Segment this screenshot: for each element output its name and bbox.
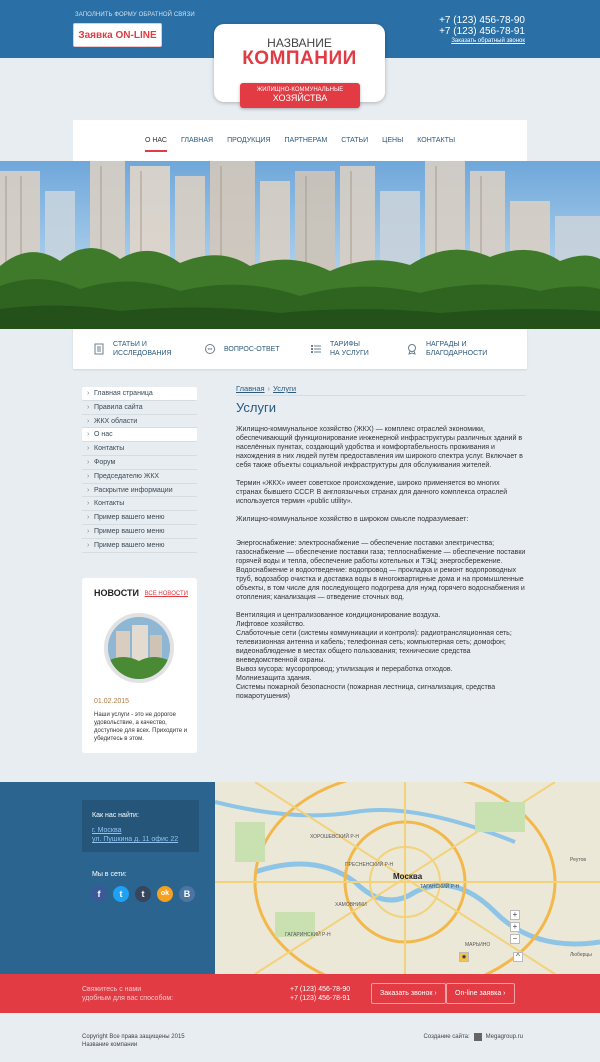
sidebar-item-example-2[interactable]: › Пример вашего меню xyxy=(82,525,197,539)
main-nav xyxy=(73,120,527,161)
feature-tariffs-line-2: НА УСЛУГИ xyxy=(330,350,369,357)
content-paragraph: Вентиляция и централизованное кондиционирование воздуха. Лифтовое хозяйство. Слаботочные сети (системы коммуникации и контроля): радиотрансляционная сеть; телевизионная антенна и кабель; телефонная сеть; компьютерная сеть; домофон; видеонаблюдение в местах общего пользования; технические средства вневедомственной охраны. Вывоз мусора: мусоропровод; утилизация и переработка отходов. Молниезащита здания. Системы пожарной безопасности (пожарная лестница, сигнализация, средства пожаротушения) xyxy=(236,612,512,700)
online-request-label: On-line заявка xyxy=(455,990,502,997)
nav-home[interactable]: ГЛАВНАЯ xyxy=(180,137,214,144)
tumblr-icon[interactable]: t xyxy=(135,886,151,902)
zoom-out-button[interactable]: − xyxy=(510,934,520,944)
phone-2[interactable]: +7 (123) 456-78-91 xyxy=(439,26,525,37)
feature-faq[interactable] xyxy=(204,329,280,369)
sidebar-item-chairman[interactable]: › Председателю ЖКХ xyxy=(82,470,197,484)
content-paragraph: Жилищно-коммунальное хозяйство в широком смысле подразумевает: xyxy=(236,516,469,523)
social-heading: Мы в сети: xyxy=(92,871,127,878)
order-call-label: Заказать звонок xyxy=(380,990,433,997)
news-title: НОВОСТИ xyxy=(94,588,140,598)
megagroup-link[interactable]: Megagroup.ru xyxy=(485,1034,523,1040)
map-label: Реутов xyxy=(570,857,587,863)
address-text[interactable] xyxy=(92,826,178,844)
map-label: Люберцы xyxy=(570,952,592,958)
content-paragraph: Термин «ЖКХ» имеет советское происхождение, широко применяется во многих странах бывшего СССР. В англоязычных странах для данного комплекса отраслей используется термин «public utility». xyxy=(236,480,508,505)
map-label: ХАМОВНИКИ xyxy=(335,902,367,908)
logo-line-2: КОМПАНИИ xyxy=(242,48,357,69)
breadcrumb-home[interactable]: Главная xyxy=(236,384,265,393)
map-label: ПРЕСНЕНСКИЙ Р-Н xyxy=(345,862,394,868)
hero-city-image xyxy=(0,161,600,329)
address-city: г. Москва xyxy=(92,827,122,834)
street-view-icon[interactable]: ● xyxy=(459,952,469,962)
nav-contacts[interactable]: КОНТАКТЫ xyxy=(417,137,456,144)
logo-line-1: НАЗВАНИЕ xyxy=(267,36,332,50)
callbar-phone-2[interactable]: +7 (123) 456-78-91 xyxy=(290,995,351,1002)
feature-awards-line-2: БЛАГОДАРНОСТИ xyxy=(426,350,488,357)
social-links xyxy=(91,886,195,902)
map-label: ГАГАРИНСКИЙ Р-Н xyxy=(285,932,331,938)
zoom-in-button-2[interactable]: + xyxy=(510,922,520,932)
sidebar-item-contacts[interactable]: › Контакты xyxy=(82,442,197,456)
nav-partners[interactable]: ПАРТНЕРАМ xyxy=(284,137,328,144)
news-widget xyxy=(82,578,197,753)
map-label: ХОРОШЕВСКИЙ Р-Н xyxy=(310,834,359,840)
nav-articles[interactable]: СТАТЬИ xyxy=(341,137,369,144)
features-bar xyxy=(73,329,527,369)
header-phones xyxy=(439,15,525,37)
sidebar-item-example-3[interactable]: › Пример вашего меню xyxy=(82,539,197,553)
zoom-in-button[interactable]: + xyxy=(510,910,520,920)
facebook-icon[interactable]: f xyxy=(91,886,107,902)
map[interactable] xyxy=(215,782,600,974)
footer xyxy=(0,1013,600,1062)
sidebar-item-contacts-2[interactable]: › Контакты xyxy=(82,497,197,511)
odnoklassniki-icon[interactable]: ok xyxy=(157,886,173,902)
sidebar-item-region[interactable]: › ЖКХ области xyxy=(82,415,197,429)
map-city-label: Москва xyxy=(393,872,423,881)
phone-1[interactable]: +7 (123) 456-78-90 xyxy=(439,15,525,26)
callbar-text-2: удобным для вас способом: xyxy=(82,995,174,1002)
breadcrumb-divider xyxy=(236,395,526,396)
address-box xyxy=(82,800,199,852)
sidebar-item-disclosure[interactable]: › Раскрытие информации xyxy=(82,484,197,498)
chat-icon xyxy=(204,343,216,355)
page-content xyxy=(236,425,526,710)
breadcrumb-current[interactable]: Услуги xyxy=(273,384,297,393)
expand-icon[interactable]: ^ xyxy=(513,952,523,962)
sidebar-item-rules[interactable]: › Правила сайта xyxy=(82,401,197,415)
feature-articles[interactable] xyxy=(93,329,172,369)
content-paragraph: Жилищно-коммунальное хозяйство (ЖКХ) — комплекс отраслей экономики, обеспечивающий функционирование инженерной инфраструктуры различных зданий в населённых пунктах, создающий удобства и комфортабельность проживания и нахождения в них людей путём предоставления им широкого спектра услуг. Включает в себя также объекты социальной инфраструктуры для обслуживания жителей. xyxy=(236,426,523,469)
breadcrumb-separator: › xyxy=(267,384,271,393)
map-label: МАРЬИНО xyxy=(465,942,491,948)
callbar-text xyxy=(82,985,173,1003)
sidebar-item-forum[interactable]: › Форум xyxy=(82,456,197,470)
footer-company-name: Название компании xyxy=(82,1042,138,1048)
sidebar-item-about[interactable]: › О нас xyxy=(82,428,197,442)
online-request-button[interactable]: Заявка ON-LINE xyxy=(73,23,162,47)
callback-link[interactable]: Заказать обратный звонок xyxy=(451,38,525,44)
callbar-phones xyxy=(290,985,350,1003)
breadcrumb xyxy=(236,384,296,393)
order-call-button[interactable]: Заказать звонок › xyxy=(371,983,446,1004)
megagroup-icon xyxy=(474,1033,482,1041)
sidebar-item-example-1[interactable]: › Пример вашего меню xyxy=(82,511,197,525)
all-news-link[interactable]: ВСЕ НОВОСТИ xyxy=(144,591,188,597)
logo-subtitle-line-1: ЖИЛИЩНО-КОММУНАЛЬНЫЕ xyxy=(256,87,344,93)
list-icon xyxy=(310,343,322,355)
callbar-text-1: Свяжитесь с нами xyxy=(82,986,142,993)
logo-subtitle-line-2: ХОЗЯЙСТВА xyxy=(272,93,328,103)
nav-about[interactable]: О НАС xyxy=(145,137,167,148)
twitter-icon[interactable]: t xyxy=(113,886,129,902)
sidebar-menu xyxy=(82,387,197,553)
news-date: 01.02.2015 xyxy=(94,698,130,705)
content-paragraph: Энергоснабжение: электроснабжение — обеспечение поставки электричества; газоснабжение — обеспечение поставки газа; теплоснабжение — обеспечение поставки горячей воды и тепла, обеспечение работы котельных и ТЭЦ; энергосбережение. Водоснабжение и водоотведение: водопровод — прокладка и ремонт водопроводных труб, водозабор очистка и доставка воды в многоквартирные дома и на промышленные объекты, в том числе для последующего подогрева для нужд горячего водоснабжения и отопления; канализация — отведение сточных вод. xyxy=(236,540,526,601)
copyright xyxy=(82,1033,185,1049)
logo-subtitle xyxy=(240,83,360,108)
callbar-phone-1[interactable]: +7 (123) 456-78-90 xyxy=(290,986,351,993)
address-street: ул. Пушкина д. 11 офис 22 xyxy=(92,836,179,843)
address-heading: Как нас найти: xyxy=(92,812,139,819)
feature-articles-line-1: СТАТЬИ И xyxy=(113,341,147,348)
feature-tariffs-line-1: ТАРИФЫ xyxy=(330,341,360,348)
map-label: ТАГАНСКИЙ Р-Н xyxy=(420,884,460,890)
feature-faq-line-1: ВОПРОС-ОТВЕТ xyxy=(224,345,280,353)
call-bar xyxy=(0,974,600,1013)
feature-articles-line-2: ИССЛЕДОВАНИЯ xyxy=(113,350,172,357)
vkontakte-icon[interactable]: B xyxy=(179,886,195,902)
nav-products[interactable]: ПРОДУКЦИЯ xyxy=(227,137,271,144)
sidebar-item-home[interactable]: › Главная страница xyxy=(82,387,197,401)
page-title: Услуги xyxy=(236,400,276,415)
feedback-form-link[interactable]: ЗАПОЛНИТЬ ФОРМУ ОБРАТНОЙ СВЯЗИ xyxy=(75,12,195,18)
made-by-label: Создание сайта: xyxy=(423,1034,470,1040)
award-icon xyxy=(406,343,418,355)
nav-prices[interactable]: ЦЕНЫ xyxy=(382,137,404,144)
site-credit xyxy=(424,1033,523,1041)
document-icon xyxy=(93,343,105,355)
copyright-text: Copyright Все права защищены 2015 xyxy=(82,1034,185,1040)
feature-awards[interactable] xyxy=(406,329,487,369)
online-request-footer-button[interactable]: On-line заявка › xyxy=(446,983,515,1004)
news-image[interactable] xyxy=(104,613,174,683)
news-text[interactable]: Наши услуги - это не дорогое удовольствие, а качество, доступное для всех. Приходите и убедитесь в этом. xyxy=(94,712,188,742)
feature-awards-line-1: НАГРАДЫ И xyxy=(426,341,467,348)
feature-tariffs[interactable] xyxy=(310,329,369,369)
